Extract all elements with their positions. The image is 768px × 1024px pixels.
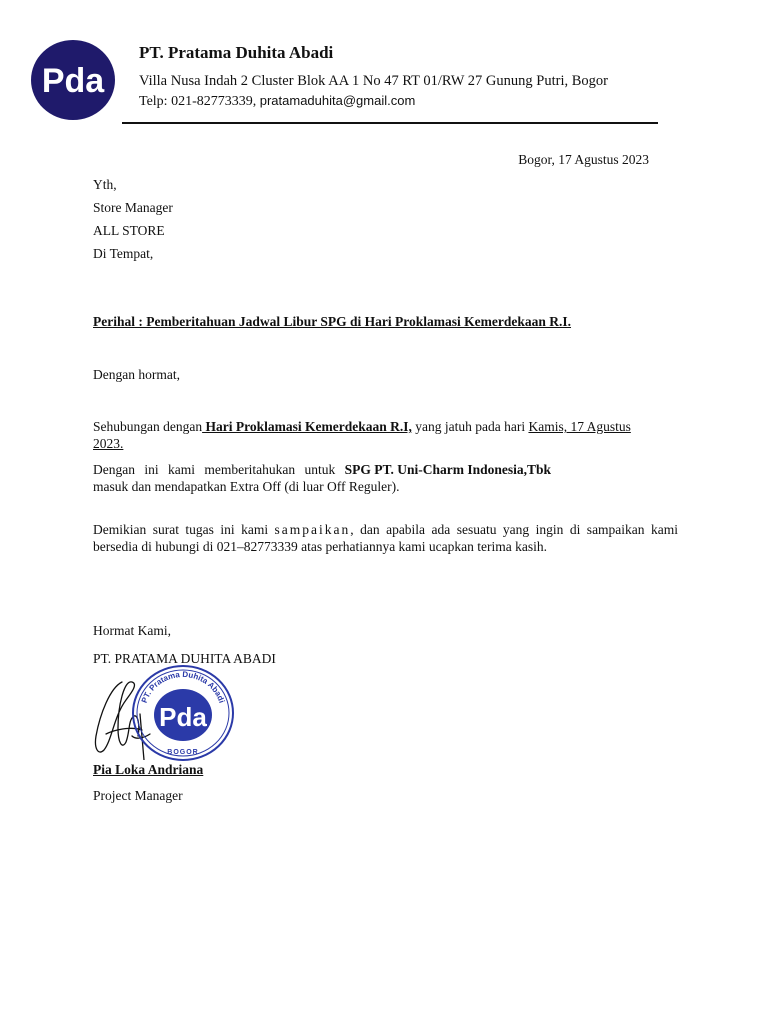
signer-title: Project Manager xyxy=(93,788,183,803)
letter-greeting: Dengan hormat, xyxy=(93,367,180,382)
svg-text:Pda: Pda xyxy=(41,62,105,100)
sender-company: PT. PRATAMA DUHITA ABADI xyxy=(93,651,276,666)
company-address: Villa Nusa Indah 2 Cluster Blok AA 1 No 47 RT 01/RW 27 Gunung Putri, Bogor xyxy=(139,73,608,89)
paragraph-announcement xyxy=(93,418,659,452)
letter-subject: Perihal : Pemberitahuan Jadwal Libur SPG di Hari Proklamasi Kemerdekaan R.I. xyxy=(93,314,572,329)
para3-lead: Demikian surat tugas ini kami xyxy=(93,522,275,537)
letterhead-divider xyxy=(122,122,658,124)
svg-text:Pda: Pda xyxy=(159,702,207,732)
recipient-salutation: Yth, xyxy=(93,177,117,192)
para1-mid: yang jatuh pada hari xyxy=(411,419,529,434)
paragraph-closing xyxy=(93,521,678,555)
letter-closing: Hormat Kami, xyxy=(93,623,171,638)
para1-day: Kamis, 17 Agustus 2023. xyxy=(93,419,631,451)
company-email: pratamaduhita@gmail.com xyxy=(259,93,416,108)
para3-word: sampaikan xyxy=(274,522,351,537)
signer-name: Pia Loka Andriana xyxy=(93,762,204,777)
para3-tail: , dan apabila ada sesuatu yang ingin di sampaikan kami bersedia di hubungi di 021–82773339 atas perhatiannya kami ucapkan terima kasih. xyxy=(93,522,678,554)
company-logo xyxy=(31,40,115,120)
para1-holiday: Hari Proklamasi Kemerdekaan R.I, xyxy=(202,419,412,434)
para2-company: SPG PT. Uni-Charm Indonesia,Tbk xyxy=(344,462,552,477)
para2-tail: masuk dan mendapatkan Extra Off (di luar Off Reguler). xyxy=(93,479,400,494)
letter-date: Bogor, 17 Agustus 2023 xyxy=(518,152,649,167)
recipient-title: Store Manager xyxy=(93,200,173,215)
company-phone: Telp: 021-82773339, xyxy=(139,94,260,109)
recipient-store: ALL STORE xyxy=(93,223,165,238)
company-stamp xyxy=(131,664,235,762)
company-name: PT. Pratama Duhita Abadi xyxy=(139,43,334,62)
para2-lead: Dengan ini kami memberitahukan untuk xyxy=(93,462,345,477)
svg-text:PT. Pratama Duhita Abadi: PT. Pratama Duhita Abadi xyxy=(139,669,227,705)
recipient-place: Di Tempat, xyxy=(93,246,154,261)
paragraph-notice xyxy=(93,461,659,495)
svg-text:BOGOR: BOGOR xyxy=(167,749,199,756)
company-contact xyxy=(139,93,415,110)
para1-lead: Sehubungan dengan xyxy=(93,419,203,434)
